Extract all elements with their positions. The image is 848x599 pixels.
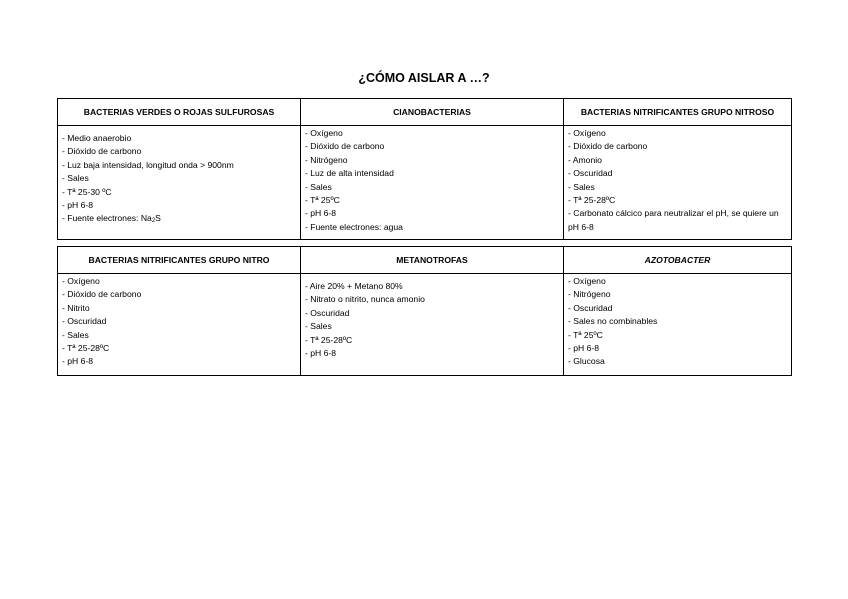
list-item: - Sales no combinables: [568, 316, 658, 327]
list-item: - Nitrato o nitrito, nunca amonio: [305, 294, 425, 305]
table-row: [58, 126, 792, 240]
list-item: - Nitrógeno: [568, 289, 611, 300]
list-item: - pH 6-8: [62, 200, 94, 211]
isolation-table-2: [57, 246, 792, 376]
isolation-table-1: [57, 98, 792, 240]
list-item: - Aire 20% + Metano 80%: [305, 281, 403, 291]
cell-azotobacter: [564, 274, 792, 376]
list-item: - pH 6-8: [305, 348, 337, 359]
header-nitroso-bacteria: BACTERIAS NITRIFICANTES GRUPO NITROSO: [564, 99, 792, 126]
cell-nitro-bacteria: [58, 274, 301, 376]
list-item: - Dióxido de carbono: [62, 146, 142, 157]
header-sulfur-bacteria: BACTERIAS VERDES O ROJAS SULFUROSAS: [58, 99, 301, 126]
formula-suffix: S: [155, 213, 161, 224]
list-item: - Nitrógeno: [305, 154, 348, 165]
cell-sulfur-bacteria: [58, 126, 301, 240]
subscript-two: 2: [151, 218, 156, 225]
list-item: - pH 6-8: [62, 356, 94, 367]
list-item: - Oxígeno: [568, 276, 606, 286]
list-item: - Luz de alta intensidad: [305, 168, 394, 179]
list-item: - Oscuridad: [568, 168, 613, 179]
cell-cyanobacteria: [301, 126, 564, 240]
header-azotobacter: AZOTOBACTER: [564, 247, 792, 274]
list-item: - pH 6-8: [305, 208, 337, 219]
list-item: - Medio anaerobio: [62, 133, 132, 143]
list-item: - pH 6-8: [568, 343, 600, 354]
list-item: - Tª 25-28ºC: [568, 195, 616, 206]
cell-nitroso-bacteria: [564, 126, 792, 240]
list-item: - Tª 25ºC: [568, 329, 603, 340]
header-methanotrophs: METANOTROFAS: [301, 247, 564, 274]
list-item: - Tª 25-30 ºC: [62, 186, 112, 197]
list-item: - Tª 25ºC: [305, 195, 340, 206]
header-cyanobacteria: CIANOBACTERIAS: [301, 99, 564, 126]
list-item: - Sales: [62, 329, 89, 340]
list-item: - Tª 25-28ºC: [62, 343, 110, 354]
page-title: ¿CÓMO AISLAR A …?: [358, 71, 490, 85]
list-item: - Oscuridad: [568, 302, 613, 313]
list-item: - Tª 25-28ºC: [305, 334, 353, 345]
list-item: [62, 212, 296, 225]
electron-source-label: - Fuente electrones: Na: [62, 213, 152, 224]
list-item: - Glucosa: [568, 356, 605, 367]
table-header-row: [58, 99, 792, 126]
list-item: - Carbonato cálcico para neutralizar el pH, se quiere un pH 6-8: [568, 208, 779, 232]
table-row: [58, 274, 792, 376]
list-item: - Oxígeno: [568, 128, 606, 138]
list-item: - Amonio: [568, 154, 602, 165]
list-item: - Oscuridad: [62, 316, 107, 327]
list-item: - Luz baja intensidad, longitud onda > 900nm: [62, 159, 234, 170]
list-item: - Nitrito: [62, 302, 90, 313]
cell-methanotrophs: [301, 274, 564, 376]
list-item: - Sales: [305, 181, 332, 192]
list-item: - Sales: [62, 173, 89, 184]
list-item: - Sales: [568, 181, 595, 192]
list-item: - Oscuridad: [305, 307, 350, 318]
list-item: - Oxígeno: [305, 128, 343, 138]
list-item: - Dióxido de carbono: [568, 141, 648, 152]
list-item: - Fuente electrones: agua: [305, 221, 403, 232]
list-item: - Dióxido de carbono: [62, 289, 142, 300]
list-item: - Dióxido de carbono: [305, 141, 385, 152]
list-item: - Oxígeno: [62, 276, 100, 286]
list-item: - Sales: [305, 321, 332, 332]
header-nitro-bacteria: BACTERIAS NITRIFICANTES GRUPO NITRO: [58, 247, 301, 274]
table-header-row: [58, 247, 792, 274]
